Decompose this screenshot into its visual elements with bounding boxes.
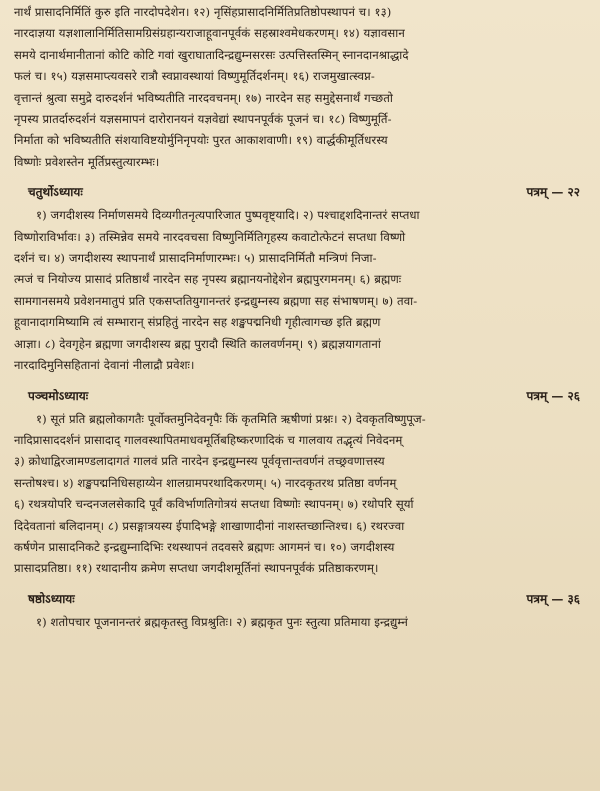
text-line: नारदादिमुनिसहितानां देवानां नीलाद्रौ प्रवेशः। [14,358,195,373]
text-line: दर्शनं च। ४) जगदीशस्य स्थापनार्थं प्रासादनिर्माणारम्भः। ५) प्रासादनिर्मितौ मन्त्रिणं निजा- [14,251,377,266]
text-line: विष्णोः प्रवेशस्तेन मूर्तिप्रस्तुत्यारम्भः। [14,154,160,169]
text-line: त्मजं च नियोज्य प्रासादं प्रतिष्ठार्थं नारदेन सह नृपस्य ब्रह्मानयनोद्देशेन ब्रह्मपुरगमनम्। ६) ब्रह्मणः [14,272,402,287]
chapter-title: षष्ठोऽध्यायः [28,591,75,606]
text-line: ३) क्रोधाद्विरजामण्डलादागतं गालवं प्रति नारदेन इन्द्रद्युम्नस्य पूर्ववृत्तान्तवर्णनं तच्छ्रवणात्तस्य [14,454,385,469]
text-line: नादिप्रासाददर्शनं प्रासादाद् गालवस्थापितमाधवमूर्तिबहिष्करणादिकं च गालवाय तद्भृत्यं निवेदनम् [14,432,403,447]
text-line: नृपस्य प्रातर्दारुदर्शनं यज्ञसमापनं दारोरानयनं यज्ञवेद्यां स्थापनपूर्वकं पूजनं च। १८) विष्णुमूर्ति- [14,112,392,127]
text-line: नारदाज्ञया यज्ञशालानिर्मितिसामग्रिसंग्रहान्यराजाहूवानपूर्वकं सहस्राश्वमेधकरणम्। १४) यज्ञावसान [14,26,405,41]
page-reference: पत्रम् — २२ [526,185,580,200]
text-line: १) जगदीशस्य निर्माणसमये दिव्यगीतनृत्यपारिजात पुष्पवृष्ट्यादि। २) पश्चाद्दशदिनान्तरं सप्तधा [36,208,420,223]
chapter6-heading [14,586,590,612]
text-line: कर्षणेन प्रासादनिकटे इन्द्रद्युम्नादिभिः रथस्थापनं तदवसरे ब्रह्मणः आगमनं च। १०) जगदीशस्य [14,539,395,554]
chapter-title: पञ्चमोऽध्यायः [28,388,89,403]
text-line: सन्तोषश्च। ४) शङ्खपद्मनिधिसहाय्येन शालग्रामपरथादिकरणम्। ५) नारदकृतरथ प्रतिष्ठा वर्णनम् [14,475,397,490]
text-line: प्रासादप्रतिष्ठा। ११) रथादानीय क्रमेण सप्तधा जगदीशमूर्तिनां स्थापनपूर्वकं प्रतिष्ठाकरणम्। [14,561,379,576]
chapter4-summary [14,205,590,376]
text-line: नार्थं प्रासादनिर्मितिं कुरु इति नारदोपदेशेन। १२) नृसिंहप्रासादनिर्मितिप्रतिष्ठोपस्थापनं च। १३) [14,5,392,19]
text-line: सामगानसमये प्रवेशनमातुपं प्रति एकसप्ततियुगानन्तरं इन्द्रद्युम्नस्य ब्रह्मणा सह संभाषणम्। ७) तवा- [14,293,418,308]
page-reference: पत्रम् — ३६ [526,591,580,606]
chapter-title: चतुर्थोऽध्यायः [28,185,83,200]
text-line: समये दानार्थमानीतानां कोटि कोटि गवां खुराघातादिन्द्रद्युम्नसरसः उत्पत्तिस्तस्मिन् स्नानदानश्राद्धादे [14,47,409,62]
chapter5-heading [14,383,590,409]
chapter5-summary [14,409,590,580]
chapter6-summary [14,612,590,633]
text-line: दिदेवतानां बलिदानम्। ८) प्रसङ्गात्रयस्य ईपादिभङ्गे शाखाणादीनां नाशस्तच्छान्तिश्च। ६) रथरज्वा [14,518,405,533]
text-line: १) सूतं प्रति ब्रह्मलोकागतैः पूर्वोक्तमुनिदेवनृपैः किं कृतमिति ऋषीणां प्रश्नः। २) देवकृतविष्णुपूज- [36,411,426,426]
chapter3-summary [14,2,590,173]
text-line: १) शतोपचार पूजनानन्तरं ब्रह्मकृतस्तु विप्रश्रुतिः। २) ब्रह्मकृत पुनः स्तुत्या प्रतिमाया इन्द्रद्युम्नं [36,614,408,629]
text-line: निर्माता को भविष्यतीति संशयाविष्टयोर्मुनिनृपयोः पुरत आकाशवाणी। १९) वार्द्धकीमूर्तिधरस्य [14,133,388,148]
chapter4-heading [14,179,590,205]
text-line: वृत्तान्तं श्रुत्वा समुद्रे दारुदर्शनं भविष्यतीति नारदवचनम्। १७) नारदेन सह समुद्देसनार्थं गच्छतो [14,90,393,105]
text-line: हूवानादागमिष्यामि त्वं सम्भारान् संप्रहितुं नारदेन सह शङ्खपद्मनिधी गृहीत्वागच्छ इति ब्रह्मण [14,315,381,330]
text-line: ६) रथत्रयोपरि चन्दनजलसेकादि पूर्वं कविर्भाणतिगोत्रयं सप्तधा विष्णोः स्थापनम्। ७) रथोपरि सूर्या [14,497,414,512]
text-line: विष्णोराविर्भावः। ३) तस्मिन्नेव समये नारदवचसा विष्णुनिर्मितिगृहस्य कवाटोत्फेटनं सप्तधा विष्णो [14,229,406,244]
text-line: फलं च। १५) यज्ञसमाप्त्यवसरे रात्रौ स्वप्नावस्थायां विष्णुमूर्तिदर्शनम्। १६) राजमुखात्स्वप्न- [14,69,375,84]
page-reference: पत्रम् — २६ [526,388,580,403]
text-line: आज्ञा। ८) देवगृहेन ब्रह्मणा जगदीशस्य ब्रह्म पुरादौ स्थिति कालवर्णनम्। ९) ब्रह्मज्ञयागतानां [14,336,381,351]
